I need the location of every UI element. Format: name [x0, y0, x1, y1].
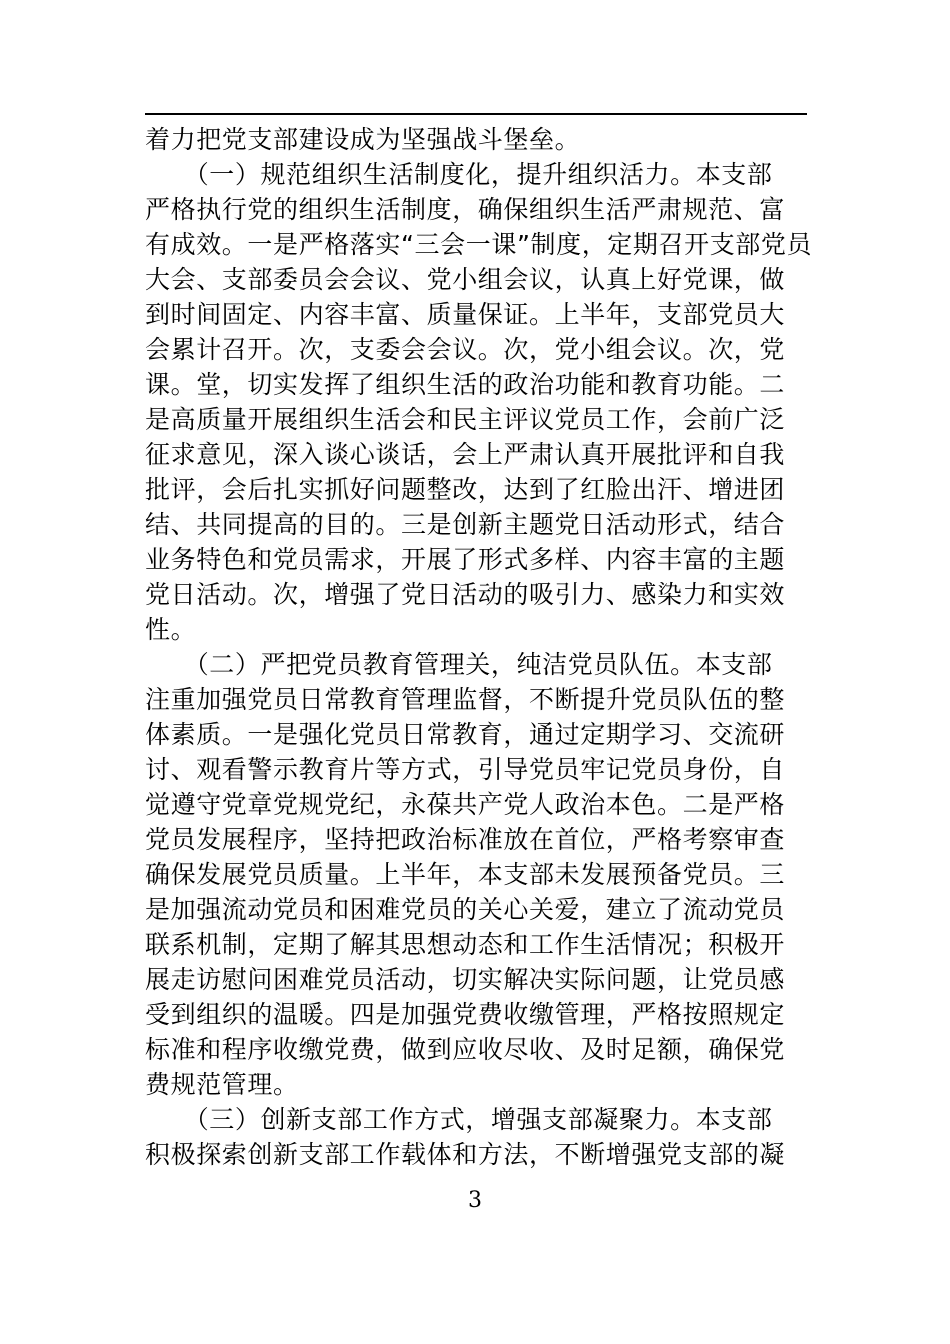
text-line: 业务特色和党员需求，开展了形式多样、内容丰富的主题: [145, 545, 786, 574]
text-line: 着力把党支部建设成为坚强战斗堡垒。: [145, 125, 581, 154]
text-line: 积极探索创新支部工作载体和方法，不断增强党支部的凝: [145, 1140, 786, 1169]
text-line: 标准和程序收缴党费，做到应收尽收、及时足额，确保党: [145, 1035, 786, 1064]
text-line: 展走访慰问困难党员活动，切实解决实际问题，让党员感: [145, 965, 786, 994]
text-line: 到时间固定、内容丰富、质量保证。上半年，支部党员大: [145, 300, 786, 329]
text-line: 是高质量开展组织生活会和民主评议党员工作，会前广泛: [145, 405, 786, 434]
text-line: 有成效。一是严格落实“三会一课”制度，定期召开支部党员: [145, 230, 813, 259]
text-line: 性。: [145, 615, 197, 644]
text-line: （三）创新支部工作方式，增强支部凝聚力。本支部: [145, 1105, 773, 1134]
text-line: 征求意见，深入谈心谈话，会上严肃认真开展批评和自我: [145, 440, 786, 469]
text-line: （一）规范组织生活制度化，提升组织活力。本支部: [145, 160, 773, 189]
text-line: 党员发展程序，坚持把政治标准放在首位，严格考察审查: [145, 825, 786, 854]
page-number: 3: [468, 1188, 482, 1213]
text-line: 课。堂，切实发挥了组织生活的政治功能和教育功能。二: [145, 370, 786, 399]
text-line: 党日活动。次，增强了党日活动的吸引力、感染力和实效: [145, 580, 786, 609]
text-line: 联系机制，定期了解其思想动态和工作生活情况；积极开: [145, 930, 786, 959]
text-line: 费规范管理。: [145, 1070, 299, 1099]
text-line: （二）严把党员教育管理关，纯洁党员队伍。本支部: [145, 650, 773, 679]
text-line: 结、共同提高的目的。三是创新主题党日活动形式，结合: [145, 510, 786, 539]
text-line: 是加强流动党员和困难党员的关心关爱，建立了流动党员: [145, 895, 786, 924]
text-line: 严格执行党的组织生活制度，确保组织生活严肃规范、富: [145, 195, 786, 224]
text-line: 会累计召开。次，支委会会议。次，党小组会议。次，党: [145, 335, 786, 364]
text-line: 批评，会后扎实抓好问题整改，达到了红脸出汗、增进团: [145, 475, 786, 504]
text-line: 确保发展党员质量。上半年，本支部未发展预备党员。三: [145, 860, 786, 889]
text-line: 觉遵守党章党规党纪，永葆共产党人政治本色。二是严格: [145, 790, 786, 819]
text-line: 讨、观看警示教育片等方式，引导党员牢记党员身份，自: [145, 755, 786, 784]
text-line: 体素质。一是强化党员日常教育，通过定期学习、交流研: [145, 720, 786, 749]
document-body: [145, 122, 813, 1172]
text-line: 受到组织的温暖。四是加强党费收缴管理，严格按照规定: [145, 1000, 786, 1029]
header-rule: [145, 113, 807, 115]
text-line: 大会、支部委员会会议、党小组会议，认真上好党课，做: [145, 265, 786, 294]
text-line: 注重加强党员日常教育管理监督，不断提升党员队伍的整: [145, 685, 786, 714]
